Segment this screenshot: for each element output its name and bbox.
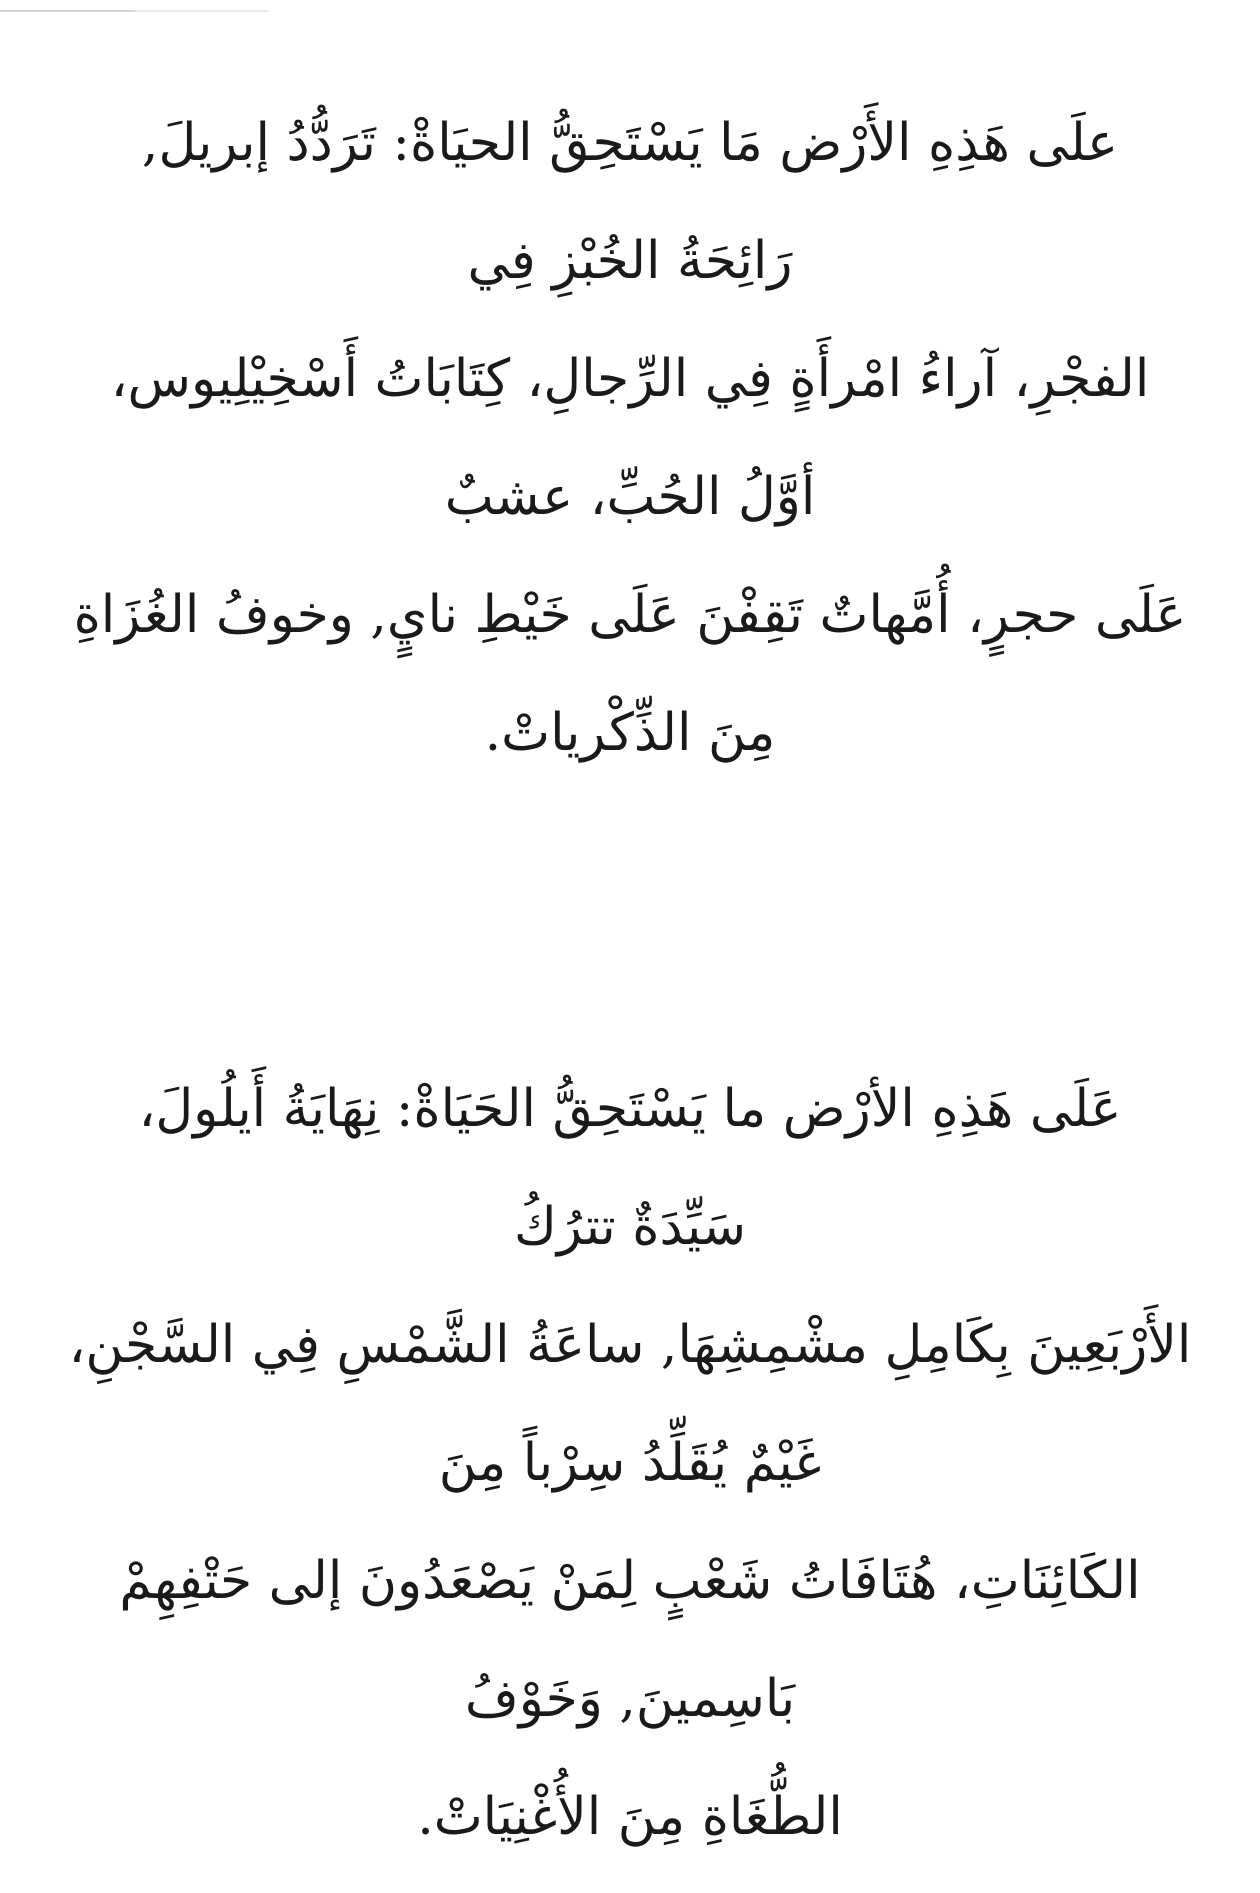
stanza-2-line-7: الطُّغَاةِ مِنَ الأُغْنِيَاتْ. — [417, 1787, 843, 1847]
stanza-1-line-6: مِنَ الذِّكْرياتْ. — [484, 703, 776, 763]
stanza-1-line-5: عَلَى حجرٍ، أُمَّهاتٌ تَقِفْنَ عَلَى خَيْطِ نايٍ, وخوفُ الغُزَاةِ — [73, 585, 1187, 645]
stanza-2-line-5: الكَائِنَاتِ، هُتَافَاتُ شَعْبٍ لِمَنْ يَصْعَدُونَ إلى حَتْفِهِمْ — [119, 1551, 1141, 1611]
stanza-1 — [0, 84, 1260, 792]
stanza-2-line-2: سَيِّدَةٌ تترُكُ — [513, 1197, 747, 1257]
stanza-2 — [0, 1050, 1260, 1876]
stanza-1-line-3: الفجْرِ، آراءُ امْرأَةٍ فِي الرِّجالِ، كِتَابَاتُ أَسْخِيْلِيوس، — [110, 349, 1150, 409]
stanza-2-line-6: بَاسِمينَ, وَخَوْفُ — [464, 1669, 796, 1729]
stanza-2-line-1: عَلَى هَذِهِ الأرْض ما يَسْتَحِقُّ الحَيَاةْ: نِهَايَةُ أَيلُولَ، — [138, 1079, 1122, 1139]
stanza-2-line-3: الأَرْبَعِينَ بِكَامِلِ مشْمِشِهَا, ساعَةُ الشَّمْسِ فِي السَّجْنِ، — [68, 1315, 1192, 1375]
stanza-2-line-4: غَيْمٌ يُقَلِّدُ سِرْباً مِنَ — [438, 1433, 822, 1493]
stanza-1-line-1: علَى هَذِهِ الأَرْض مَا يَسْتَحِقُّ الحيَاةْ: تَرَدُّدُ إبريلَ, — [141, 113, 1119, 173]
stanza-1-line-4: أوَّلُ الحُبِّ، عشبٌ — [444, 467, 816, 527]
top-scroll-thumb — [0, 10, 135, 12]
top-scroll-indicator — [0, 10, 268, 12]
stanza-1-line-2: رَائِحَةُ الخُبْزِ فِي — [467, 231, 793, 291]
